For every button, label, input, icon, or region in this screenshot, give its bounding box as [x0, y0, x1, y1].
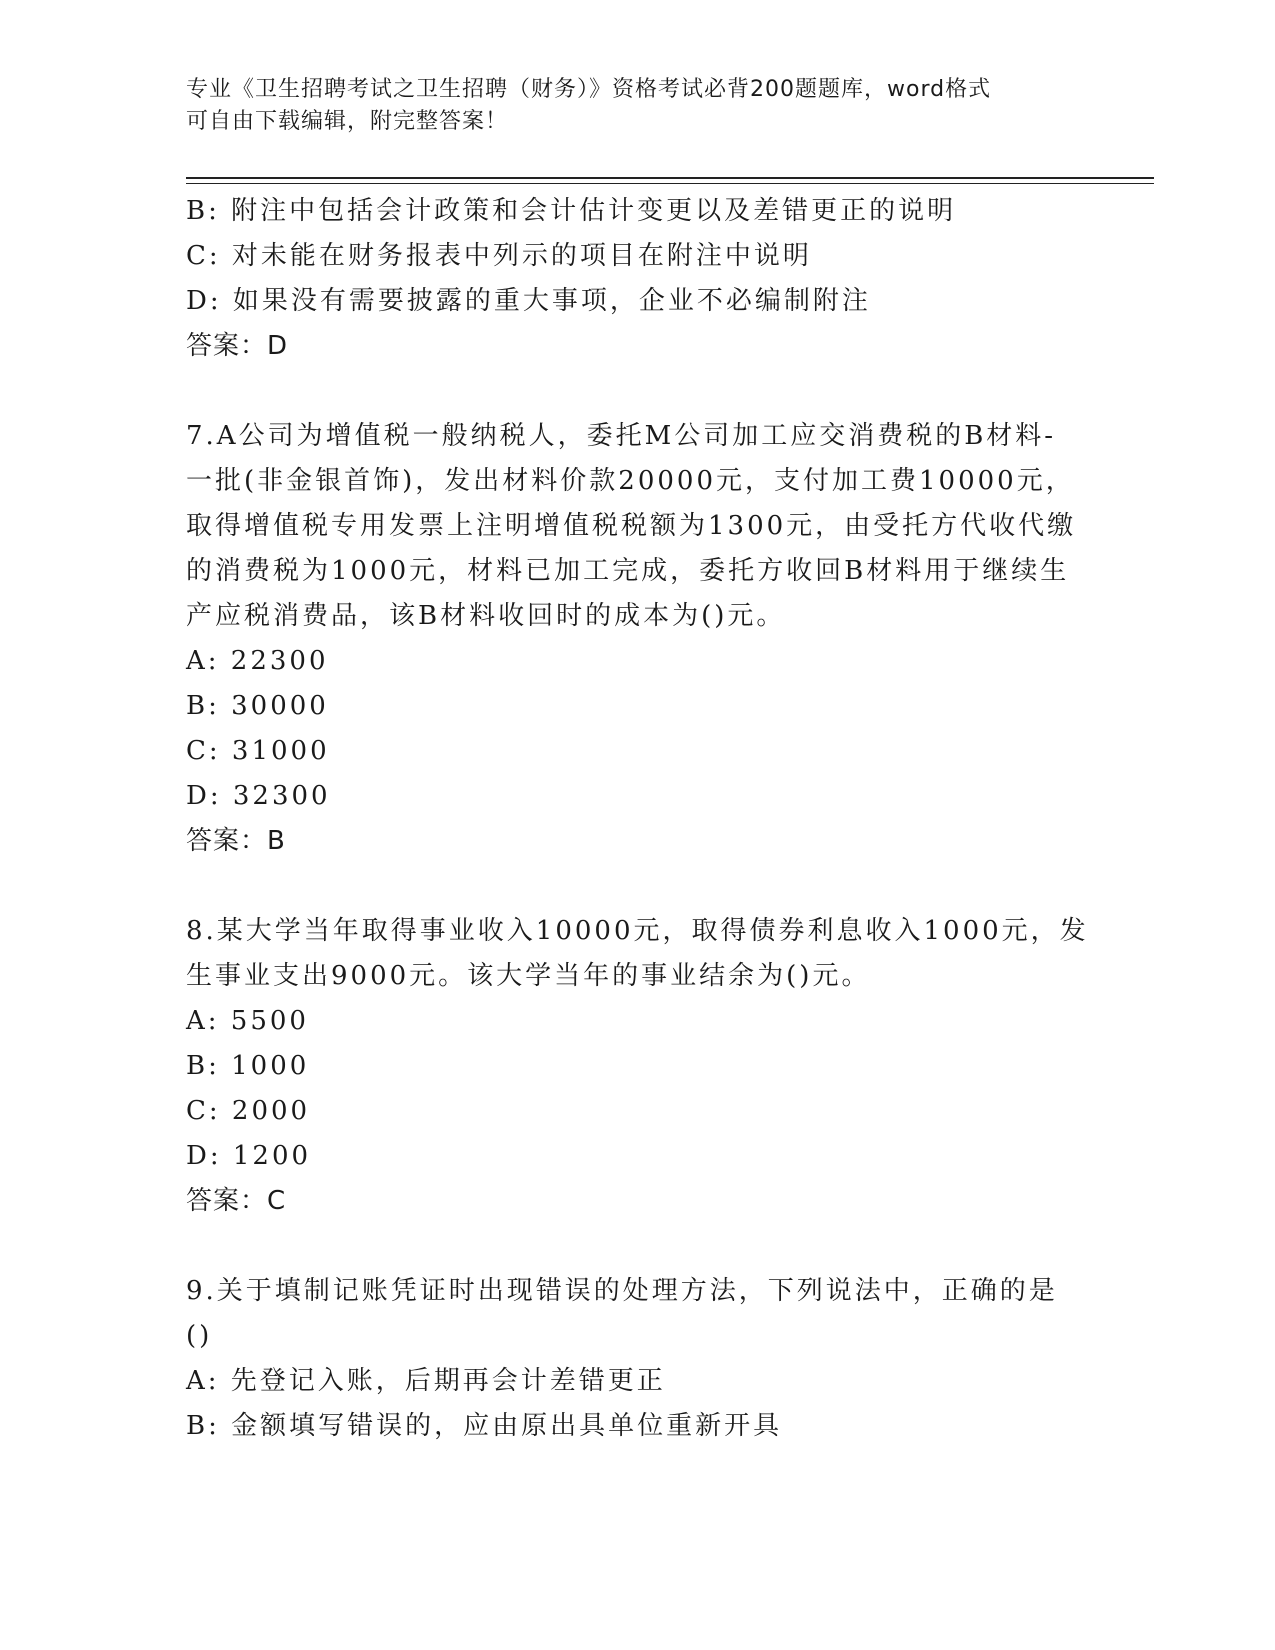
q9-option-b: B: 金额填写错误的，应由原出具单位重新开具 [186, 1411, 783, 1441]
q8-option-c: C: 2000 [186, 1096, 311, 1126]
q6-option-d: D: 如果没有需要披露的重大事项，企业不必编制附注 [186, 286, 871, 316]
q9-stem-line-1: 9.关于填制记账凭证时出现错误的处理方法，下列说法中，正确的是 [186, 1276, 1058, 1306]
q9-option-a: A: 先登记入账，后期再会计差错更正 [186, 1366, 666, 1396]
q7-option-b: B: 30000 [186, 691, 329, 721]
q8-answer: 答案：C [186, 1186, 287, 1216]
q7-stem-line-3: 取得增值税专用发票上注明增值税税额为1300元，由受托方代收代缴 [186, 511, 1077, 541]
header-title [186, 74, 1066, 138]
q7-stem-line-5: 产应税消费品，该B材料收回时的成本为()元。 [186, 601, 786, 631]
q8-option-d: D: 1200 [186, 1141, 312, 1171]
q7-stem-line-1: 7.A公司为增值税一般纳税人，委托M公司加工应交消费税的B材料- [186, 421, 1057, 451]
q8-stem-line-2: 生事业支出9000元。该大学当年的事业结余为()元。 [186, 961, 871, 991]
q7-option-c: C: 31000 [186, 736, 330, 766]
q8-option-b: B: 1000 [186, 1051, 310, 1081]
q7-stem-line-2: 一批(非金银首饰)，发出材料价款20000元，支付加工费10000元， [186, 466, 1075, 496]
q6-option-c: C: 对未能在财务报表中列示的项目在附注中说明 [186, 241, 812, 271]
q9-stem-line-2: () [186, 1321, 213, 1351]
header-line-2: 可自由下载编辑，附完整答案！ [186, 109, 509, 134]
q7-stem-line-4: 的消费税为1000元，材料已加工完成，委托方收回B材料用于继续生 [186, 556, 1070, 586]
q7-answer: 答案：B [186, 826, 286, 856]
q6-answer: 答案：D [186, 331, 289, 361]
q6-option-b: B: 附注中包括会计政策和会计估计变更以及差错更正的说明 [186, 196, 957, 226]
header-divider-thick [186, 177, 1154, 179]
q8-stem-line-1: 8.某大学当年取得事业收入10000元，取得债券利息收入1000元，发 [186, 916, 1089, 946]
q7-option-d: D: 32300 [186, 781, 331, 811]
q8-option-a: A: 5500 [186, 1006, 309, 1036]
header-line-1: 专业《卫生招聘考试之卫生招聘（财务）》资格考试必背200题题库，word格式 [186, 77, 992, 102]
q7-option-a: A: 22300 [186, 646, 329, 676]
header-divider-thin [186, 183, 1154, 184]
